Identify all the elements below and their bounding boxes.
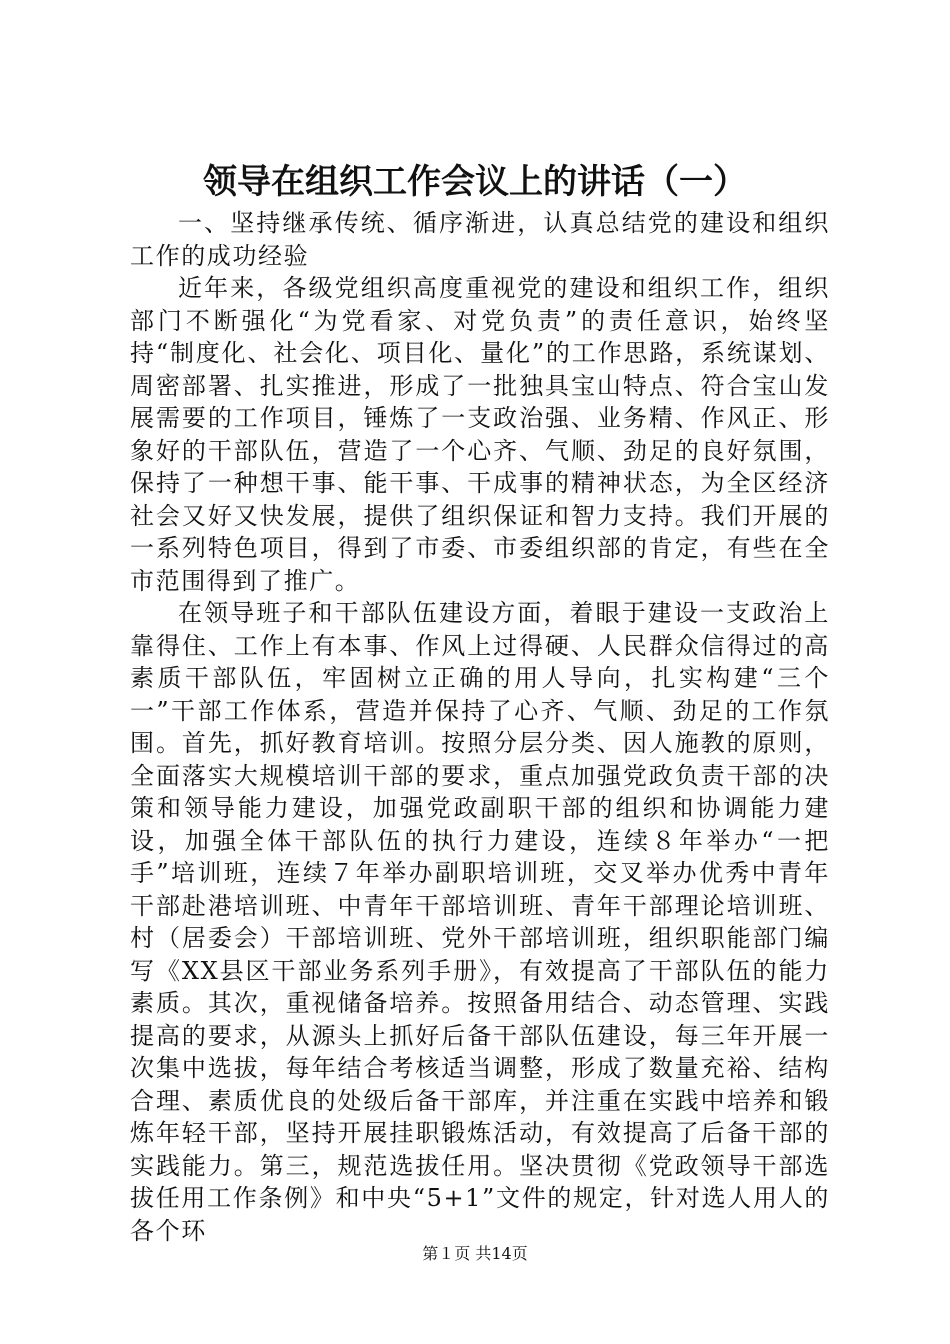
body-paragraph: 近年来，各级党组织高度重视党的建设和组织工作，组织部门不断强化“为党看家、对党负责”的责任意识，始终坚持“制度化、社会化、项目化、量化”的工作思路，系统谋划、周密部署、扎实推进，形成了一批独具宝山特点、符合宝山发展需要的工作项目，锤炼了一支政治强、业务精、作风正、形象好的干部队伍，营造了一个心齐、气顺、劲足的良好氛围，保持了一种想干事、能干事、干成事的精神状态，为全区经济社会又好又快发展，提供了组织保证和智力支持。我们开展的一系列特色项目，得到了市委、市委组织部的肯定，有些在全市范围得到了推广。 (130, 274, 830, 595)
section-heading-paragraph: 一、坚持继承传统、循序渐进，认真总结党的建设和组织工作的成功经验 (130, 209, 830, 270)
page-number-footer: 第１页 共14页 (422, 1244, 528, 1263)
document-body (130, 207, 830, 1247)
document-title: 领导在组织工作会议上的讲话（一） (203, 162, 747, 202)
body-paragraph: 在领导班子和干部队伍建设方面，着眼于建设一支政治上靠得住、工作上有本事、作风上过得硬、人民群众信得过的高素质干部队伍，牢固树立正确的用人导向，扎实构建“三个一”干部工作体系，营造并保持了心齐、气顺、劲足的工作氛围。首先，抓好教育培训。按照分层分类、因人施教的原则，全面落实大规模培训干部的要求，重点加强党政负责干部的决策和领导能力建设，加强党政副职干部的组织和协调能力建设，加强全体干部队伍的执行力建设，连续８年举办“一把手”培训班，连续７年举办副职培训班，交叉举办优秀中青年干部赴港培训班、中青年干部培训班、青年干部理论培训班、村（居委会）干部培训班、党外干部培训班，组织职能部门编写《XX县区干部业务系列手册》，有效提高了干部队伍的能力素质。其次，重视储备培养。按照备用结合、动态管理、实践提高的要求，从源头上抓好后备干部队伍建设，每三年开展一次集中选拔，每年结合考核适当调整，形成了数量充裕、结构合理、素质优良的处级后备干部库，并注重在实践中培养和锻炼年轻干部，坚持开展挂职锻炼活动，有效提高了后备干部的实践能力。第三，规范选拔任用。坚决贯彻《党政领导干部选拔任用工作条例》和中央“5+1”文件的规定，针对选人用人的各个环 (130, 599, 830, 1245)
